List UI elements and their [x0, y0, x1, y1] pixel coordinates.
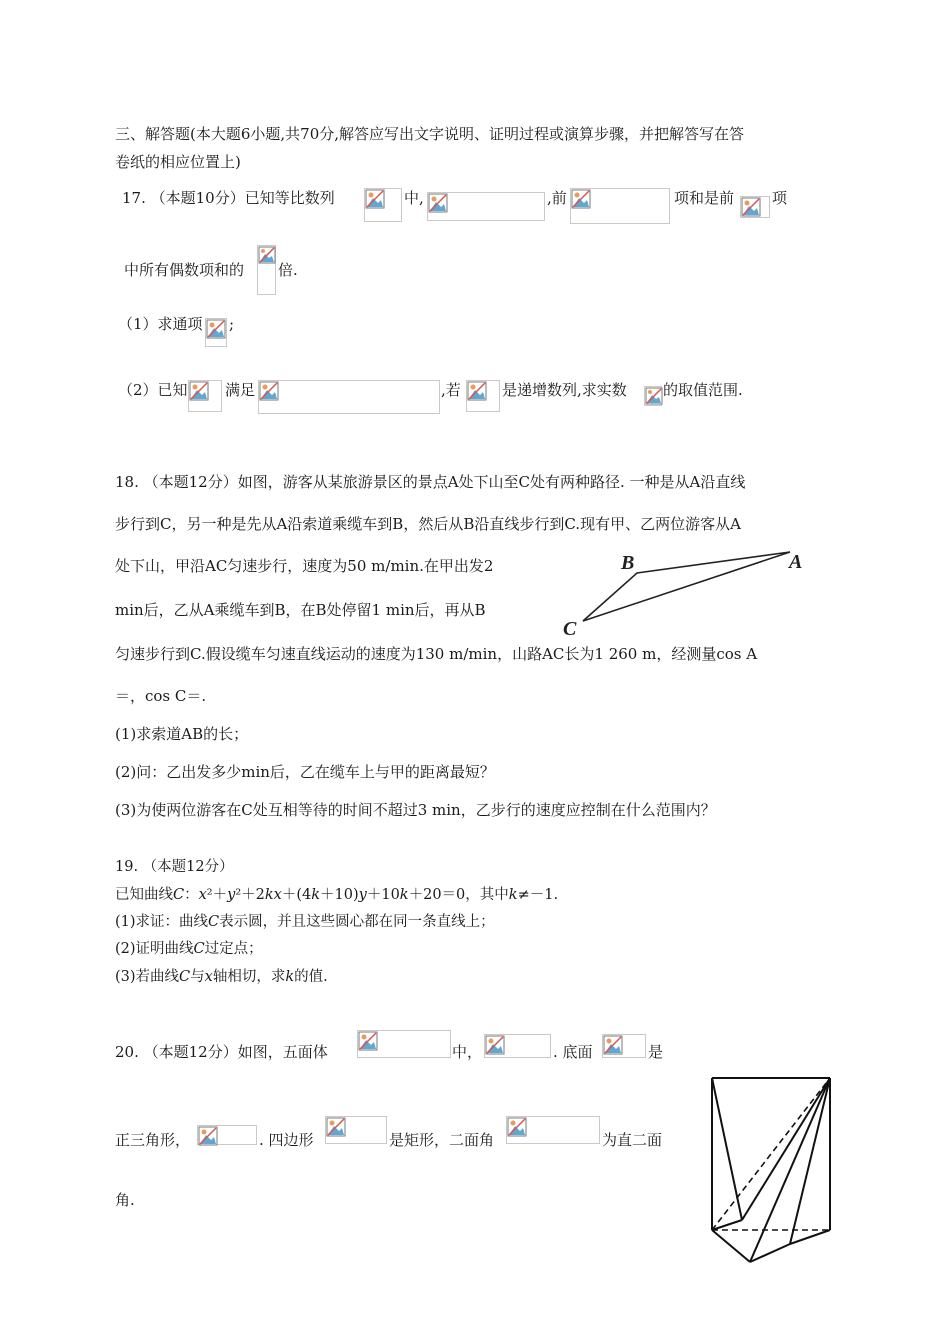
- broken-image-icon: [570, 188, 670, 224]
- broken-image-icon: [205, 318, 227, 347]
- broken-image-icon: [740, 196, 770, 218]
- section-heading-line2: 卷纸的相应位置上): [115, 153, 241, 171]
- section-heading-line1: 三、解答题(本大题6小题,共70分,解答应写出文字说明、证明过程或演算步骤，并把解答写在答: [115, 125, 745, 143]
- q17-text-c: ,前: [547, 189, 567, 207]
- q17-part2-a: （2）已知: [118, 381, 188, 399]
- q18-line4: min后，乙从A乘缆车到B，在B处停留1 min后，再从B: [115, 601, 486, 619]
- q18-sub1: (1)求索道AB的长；: [115, 725, 249, 743]
- q20-text-g: 是矩形，二面角: [389, 1131, 495, 1149]
- q20-text-f: . 四边形: [259, 1131, 314, 1149]
- broken-image-icon: [484, 1034, 551, 1058]
- q18-line6: ＝，cos C＝.: [115, 687, 207, 705]
- broken-image-icon: [644, 386, 662, 406]
- q20-text-b: 中，: [452, 1043, 483, 1061]
- q20-text-e: 正三角形，: [115, 1131, 191, 1149]
- q17-part2-b: 满足: [225, 381, 256, 399]
- q18-line5: 匀速步行到C.假设缆车匀速直线运动的速度为130 m/min，山路AC长为1 260 m，经测量cos A: [115, 645, 758, 663]
- q20-text-i: 角.: [115, 1191, 135, 1209]
- q19-sub1: (1)求证：曲线C表示圆，并且这些圆心都在同一条直线上；: [115, 914, 495, 930]
- label-b: B: [621, 552, 635, 574]
- broken-image-icon: [258, 380, 440, 414]
- q17-text-e: 项: [772, 189, 788, 207]
- q17-part1: （1）求通项: [118, 315, 203, 333]
- q17-part2-d: 是递增数列,求实数: [502, 381, 627, 399]
- q20-text-d: 是: [648, 1043, 664, 1061]
- q18-line1: 18. （本题12分）如图，游客从某旅游景区的景点A处下山至C处有两种路径. 一种是从A沿直线: [115, 473, 746, 491]
- q19-equation-line: 已知曲线C：x²＋y²＋2kx＋(4k＋10)y＋10k＋20＝0，其中k≠－1.: [115, 887, 559, 903]
- label-c: C: [563, 618, 577, 640]
- triangle-abc-figure: [555, 545, 815, 640]
- pentahedron-figure: [700, 1070, 840, 1270]
- broken-image-icon: [188, 380, 222, 412]
- broken-image-icon: [257, 245, 276, 295]
- broken-image-icon: [466, 380, 500, 412]
- triangle-abc-lines: [583, 552, 790, 621]
- q18-line2: 步行到C，另一种是先从A沿索道乘缆车到B，然后从B沿直线步行到C.现有甲、乙两位游客从A: [115, 515, 741, 533]
- q20-text-c: . 底面: [553, 1043, 593, 1061]
- broken-image-icon: [364, 188, 402, 222]
- q20-text-a: 20. （本题12分）如图，五面体: [115, 1043, 328, 1061]
- q18-line3: 处下山，甲沿AC匀速步行，速度为50 m/min.在甲出发2: [115, 557, 494, 575]
- q17-part1-end: ;: [229, 315, 235, 333]
- q20-text-h: 为直二面: [602, 1131, 663, 1149]
- q17-text-g: 倍.: [278, 261, 298, 279]
- q19-sub3: (3)若曲线C与x轴相切，求k的值.: [115, 969, 328, 985]
- q19-head: 19. （本题12分）: [115, 859, 234, 875]
- broken-image-icon: [357, 1030, 451, 1058]
- broken-image-icon: [506, 1116, 600, 1144]
- broken-image-icon: [602, 1034, 646, 1058]
- broken-image-icon: [325, 1116, 387, 1144]
- q17-text-d: 项和是前: [674, 189, 735, 207]
- q19-sub2: (2)证明曲线C过定点；: [115, 941, 263, 957]
- broken-image-icon: [197, 1125, 257, 1145]
- label-a: A: [789, 551, 803, 573]
- broken-image-icon: [427, 192, 545, 221]
- q18-sub3: (3)为使两位游客在C处互相等待的时间不超过3 min，乙步行的速度应控制在什么范围内？: [115, 801, 716, 819]
- q17-text-b: 中,: [404, 189, 424, 207]
- q17-part2-c: ,若: [441, 381, 461, 399]
- q17-text-f: 中所有偶数项和的: [124, 261, 245, 279]
- q17-text-a: 17. （本题10分）已知等比数列: [122, 189, 335, 207]
- q17-part2-e: 的取值范围.: [663, 381, 743, 399]
- q18-sub2: (2)问：乙出发多少min后，乙在缆车上与甲的距离最短？: [115, 763, 495, 781]
